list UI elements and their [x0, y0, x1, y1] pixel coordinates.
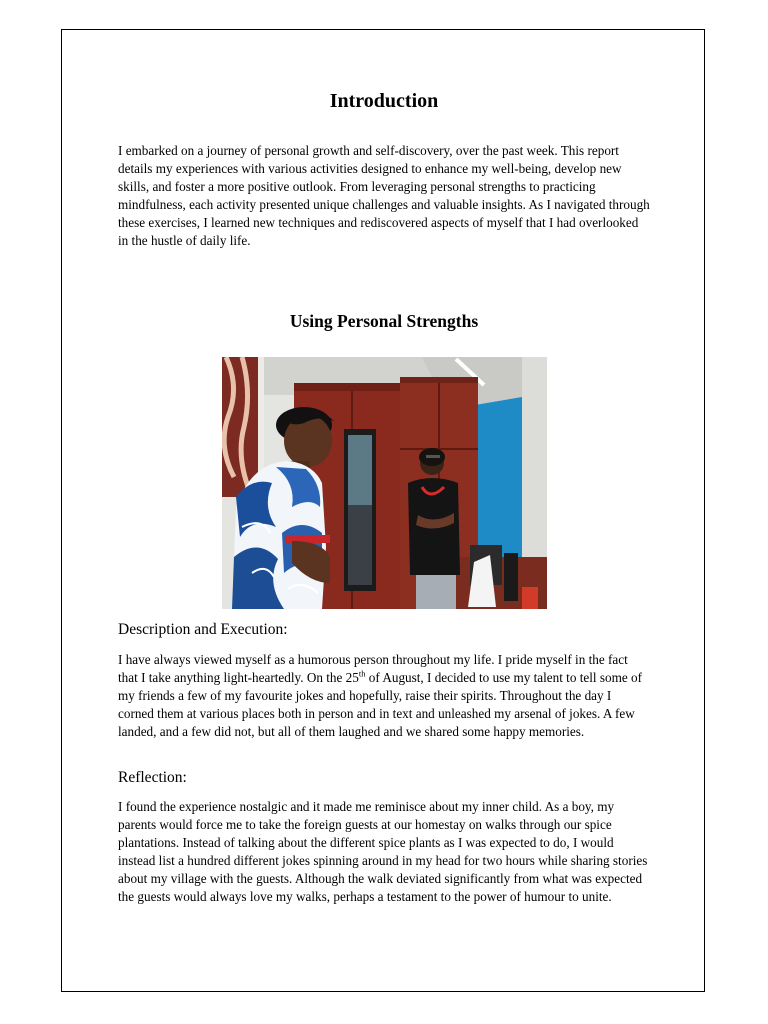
description-heading: Description and Execution: [118, 621, 288, 638]
description-text-part2: of August, I decided to use my talent to tell some of my friends a few of my favourite jokes and hopefully, raise their spirits. Throughout the day I corned them at various places both in person and in text and unleashed my arsenal of jokes. A few landed, and a few did not, but all of them laughed and we shared some happy memories. [118, 670, 643, 740]
photo-illustration [222, 357, 547, 609]
intro-paragraph: I embarked on a journey of personal growth and self-discovery, over the past week. This report details my experiences with various activities designed to enhance my well-being, develop new skills, and foster a more positive outlook. From leveraging personal strengths to practicing mindfulness, each activity presented unique challenges and valuable insights. As I navigated through these exercises, I learned new techniques and rediscovered aspects of myself that I had overlooked in the hustle of daily life. [118, 143, 650, 249]
reflection-heading: Reflection: [118, 769, 187, 786]
description-superscript: th [358, 668, 366, 679]
activity-photo [222, 357, 547, 609]
description-paragraph [118, 651, 650, 741]
section-title: Using Personal Strengths [289, 311, 479, 331]
reflection-paragraph: I found the experience nostalgic and it made me reminisce about my inner child. As a boy, my parents would force me to take the foreign guests at our homestay on walks through our spice plantations. Instead of talking about the different spice plants as I was expected to do, I would instead list a hundred different jokes spinning around in my head for two hours while sharing stories about my village with the guests. Although the walk deviated significantly from what was expected the guests would always love my walks, perhaps a testament to the power of humour to unite. [118, 799, 648, 905]
description-text-part1: I have always viewed myself as a humorous person throughout my life. I pride myself in the fact that I take anything light-heartedly. On the 25 [118, 652, 628, 686]
page-title: Introduction [329, 90, 439, 112]
document-page [61, 29, 705, 992]
